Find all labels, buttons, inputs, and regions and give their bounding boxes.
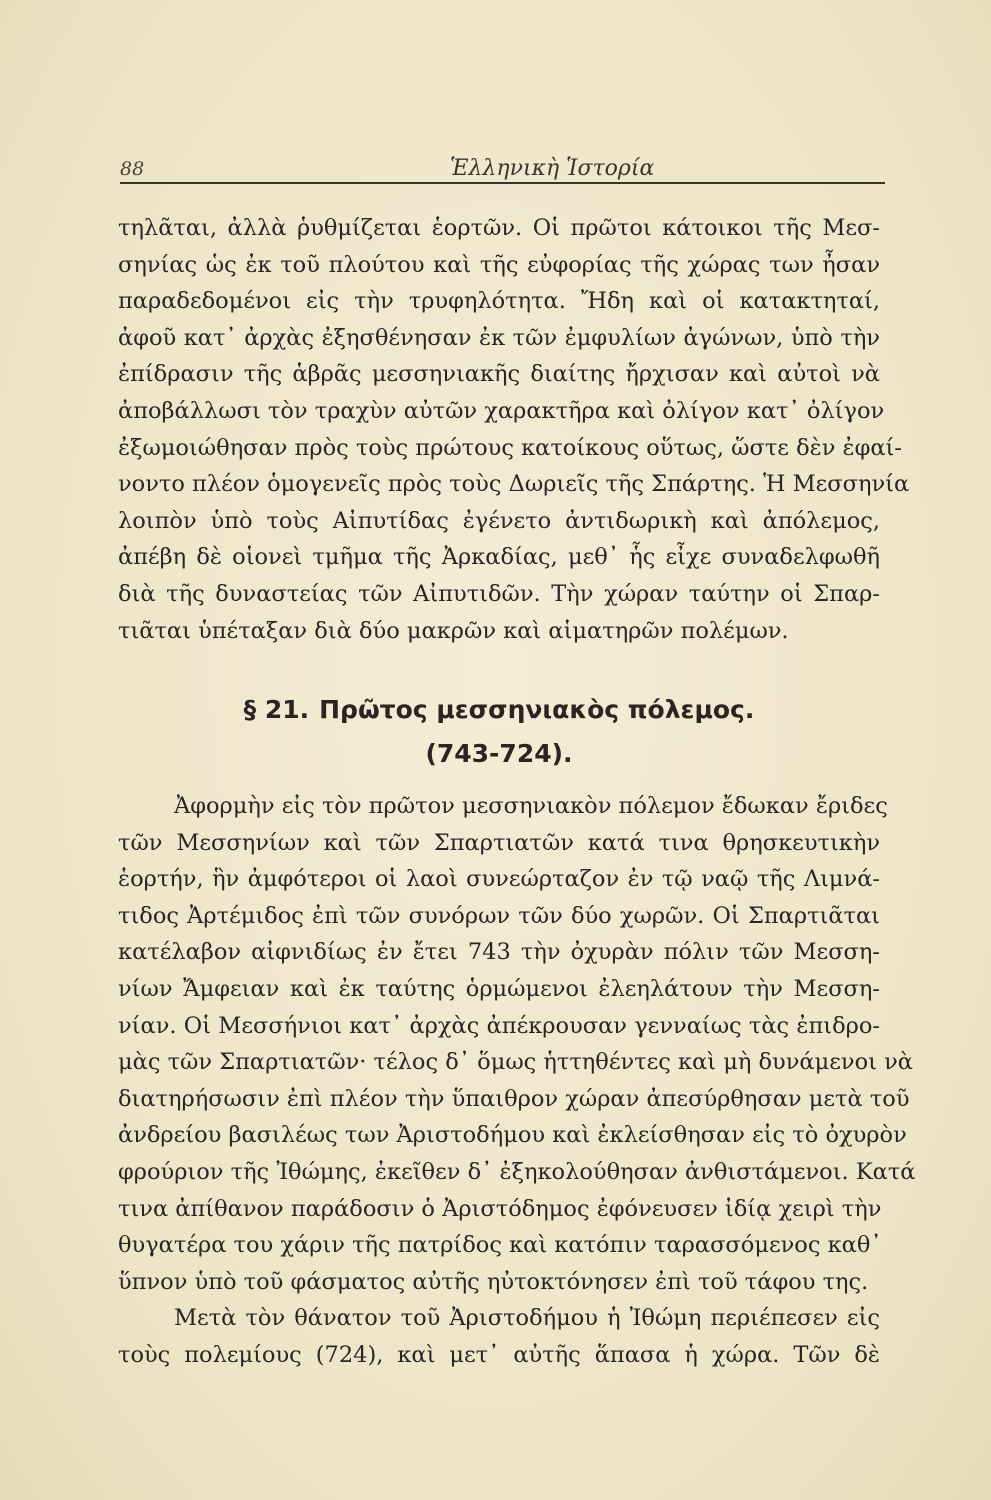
section-years: (743-724). [425, 739, 573, 768]
text-line: κατέλαβον αἰφνιδίως ἐν ἔτει 743 τὴν ὀχυρὰν πόλιν τῶν Μεσση- [118, 939, 880, 966]
header-rule [120, 182, 885, 184]
text-line: ἀπέβη δὲ οἱονεὶ τμῆμα τῆς Ἀρκαδίας, μεθ᾽ ἧς εἶχε συναδελφωθῆ [118, 544, 880, 571]
text-line: ἑορτήν, ἣν ἀμφότεροι οἱ λαοὶ συνεώρταζον ἐν τῷ ναῷ τῆς Λιμνά- [118, 866, 880, 893]
text-line: τηλᾶται, ἀλλὰ ῥυθμίζεται ἑορτῶν. Οἱ πρῶτοι κάτοικοι τῆς Μεσ- [118, 215, 880, 241]
section-number: § 21. [243, 695, 310, 724]
text-line: νοντο πλέον ὁμογενεῖς πρὸς τοὺς Δωριεῖς τῆς Σπάρτης. Ἡ Μεσσηνία [118, 471, 910, 498]
text-line: νίων Ἄμφειαν καὶ ἐκ ταύτης ὁρμώμενοι ἐλεηλάτουν τὴν Μεσση- [118, 975, 880, 1002]
section-title: Πρῶτος μεσσηνιακὸς πόλεμος. [319, 695, 755, 724]
text-line: νίαν. Οἱ Μεσσήνιοι κατ᾽ ἀρχὰς ἀπέκρουσαν γενναίως τὰς ἐπιδρο- [118, 1012, 880, 1039]
text-line: διατηρήσωσιν ἐπὶ πλέον τὴν ὕπαιθρον χώραν ἀπεσύρθησαν μετὰ τοῦ [118, 1085, 910, 1112]
text-line: τινα ἀπίθανον παράδοσιν ὁ Ἀριστόδημος ἐφόνευσεν ἰδίᾳ χειρὶ τὴν [118, 1195, 882, 1222]
text-line: θυγατέρα του χάριν τῆς πατρίδος καὶ κατόπιν ταρασσόμενος καθ᾽ [118, 1232, 882, 1259]
text-line: τιᾶται ὑπέταξαν διὰ δύο μακρῶν καὶ αἱματηρῶν πολέμων. [118, 617, 789, 644]
text-line: ἀποβάλλωσι τὸν τραχὺν αὐτῶν χαρακτῆρα καὶ ὀλίγον κατ᾽ ὀλίγον [118, 397, 885, 424]
paragraph-1 [118, 210, 910, 649]
paragraph-2 [118, 788, 916, 1374]
text-line: σηνίας ὡς ἐκ τοῦ πλούτου καὶ τῆς εὐφορίας τῆς χώρας των ἦσαν [118, 251, 880, 278]
text-line: φρούριον τῆς Ἰθώμης, ἐκεῖθεν δ᾽ ἐξηκολούθησαν ἀνθιστάμενοι. Κατά [118, 1158, 916, 1185]
text-line: μὰς τῶν Σπαρτιατῶν· τέλος δ᾽ ὅμως ἡττηθέντες καὶ μὴ δυνάμενοι νὰ [118, 1049, 913, 1076]
text-line: ἐξωμοιώθησαν πρὸς τοὺς πρώτους κατοίκους οὕτως, ὥστε δὲν ἐφαί- [118, 434, 902, 461]
text-line: ἐπίδρασιν τῆς ἁβρᾶς μεσσηνιακῆς διαίτης ἤρχισαν καὶ αὐτοὶ νὰ [118, 361, 880, 388]
text-line: διὰ τῆς δυναστείας τῶν Αἰπυτιδῶν. Τὴν χώραν ταύτην οἱ Σπαρ- [118, 580, 880, 607]
text-line: λοιπὸν ὑπὸ τοὺς Αἰπυτίδας ἐγένετο ἀντιδωρικὴ καὶ ἀπόλεμος, [118, 507, 880, 534]
text-line: Ἀφορμὴν εἰς τὸν πρῶτον μεσσηνιακὸν πόλεμον ἔδωκαν ἔριδες [174, 793, 888, 819]
text-line: τῶν Μεσσηνίων καὶ τῶν Σπαρτιατῶν κατά τινα θρησκευτικὴν [118, 829, 880, 856]
page-number: 88 [120, 158, 145, 180]
text-line: Μετὰ τὸν θάνατον τοῦ Ἀριστοδήμου ἡ Ἰθώμη περιέπεσεν εἰς [174, 1305, 880, 1332]
text-line: τοὺς πολεμίους (724), καὶ μετ᾽ αὐτῆς ἅπασα ἡ χώρα. Τῶν δὲ [118, 1341, 880, 1368]
text-line: τιδος Ἀρτέμιδος ἐπὶ τῶν συνόρων τῶν δύο χωρῶν. Οἱ Σπαρτιᾶται [118, 902, 880, 929]
section-heading-title-line [118, 688, 880, 732]
text-line: ἀφοῦ κατ᾽ ἀρχὰς ἐξησθένησαν ἐκ τῶν ἐμφυλίων ἀγώνων, ὑπὸ τὴν [118, 324, 880, 351]
running-title: Ἑλληνικὴ Ἱστορία [450, 156, 655, 181]
text-line: παραδεδομένοι εἰς τὴν τρυφηλότητα. Ἤδη καὶ οἱ κατακτηταί, [118, 288, 880, 315]
text-line: ἀνδρείου βασιλέως των Ἀριστοδήμου καὶ ἐκλείσθησαν εἰς τὸ ὀχυρὸν [118, 1122, 907, 1149]
text-line: ὕπνον ὑπὸ τοῦ φάσματος αὐτῆς ηὐτοκτόνησεν ἐπὶ τοῦ τάφου της. [118, 1268, 869, 1295]
section-heading [118, 688, 880, 776]
